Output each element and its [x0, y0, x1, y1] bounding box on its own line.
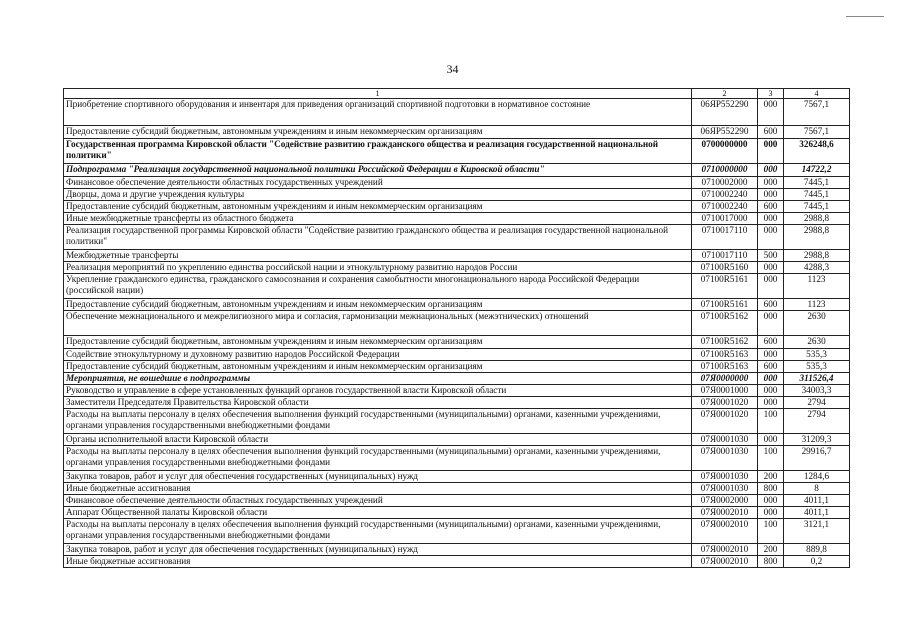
- row-amount: 535,3: [784, 361, 850, 373]
- row-expense-type: 200: [758, 544, 784, 556]
- row-name: Иные бюджетные ассигнования: [64, 556, 692, 568]
- column-header: 3: [758, 89, 784, 99]
- row-amount: 7445,1: [784, 201, 850, 213]
- row-code: 07100R5162: [692, 336, 758, 349]
- row-expense-type: 800: [758, 483, 784, 495]
- row-amount: 2988,8: [784, 250, 850, 262]
- row-amount: 2988,8: [784, 225, 850, 250]
- table-row: [64, 397, 850, 409]
- row-code: 07Я0001030: [692, 446, 758, 471]
- table-row: [64, 201, 850, 213]
- table-row: [64, 446, 850, 471]
- row-code: 07Я0002010: [692, 544, 758, 556]
- table-row: [64, 311, 850, 336]
- table-row: [64, 556, 850, 568]
- table-row: [64, 471, 850, 483]
- row-code: 07Я0001000: [692, 385, 758, 397]
- row-amount: 14722,2: [784, 164, 850, 177]
- column-header: 1: [64, 89, 692, 99]
- row-expense-type: 000: [758, 434, 784, 446]
- row-expense-type: 100: [758, 519, 784, 544]
- scan-artifact-line: [846, 16, 884, 19]
- row-expense-type: 000: [758, 99, 784, 126]
- row-name: Иные межбюджетные трансферты из областного бюджета: [64, 213, 692, 225]
- column-number-row: [64, 89, 850, 99]
- row-code: 07Я0001020: [692, 397, 758, 409]
- table-row: [64, 274, 850, 299]
- row-name: Предоставление субсидий бюджетным, автономным учреждениям и иным некоммерческим организациям: [64, 126, 692, 139]
- row-expense-type: 100: [758, 446, 784, 471]
- row-name: Подпрограмма "Реализация государственной национальной политики Российской Федерации в Кировской области": [64, 164, 692, 177]
- row-name: Укрепление гражданского единства, гражданского самосознания и сохранения самобытности многонационального народа Российской Федерации (российской нации): [64, 274, 692, 299]
- row-name: Финансовое обеспечение деятельности областных государственных учреждений: [64, 495, 692, 507]
- row-expense-type: 000: [758, 311, 784, 336]
- table-row: [64, 225, 850, 250]
- row-name: Расходы на выплаты персоналу в целях обеспечения выполнения функций государственными (муниципальными) органами, казенными учреждениями, органами управления государственными внебюджетными фондами: [64, 446, 692, 471]
- row-code: 07Я0000000: [692, 373, 758, 385]
- row-amount: 29916,7: [784, 446, 850, 471]
- row-amount: 3121,1: [784, 519, 850, 544]
- table-row: [64, 250, 850, 262]
- row-code: 07Я0001030: [692, 434, 758, 446]
- row-code: 0710017110: [692, 225, 758, 250]
- row-expense-type: 000: [758, 373, 784, 385]
- row-expense-type: 200: [758, 471, 784, 483]
- table-row: [64, 409, 850, 434]
- row-name: Расходы на выплаты персоналу в целях обеспечения выполнения функций государственными (муниципальными) органами, казенными учреждениями, органами управления государственными внебюджетными фондами: [64, 519, 692, 544]
- row-amount: 1284,6: [784, 471, 850, 483]
- row-amount: 2988,8: [784, 213, 850, 225]
- row-code: 07Я0002010: [692, 556, 758, 568]
- table-row: [64, 177, 850, 189]
- budget-table: [63, 88, 850, 568]
- row-name: Иные бюджетные ассигнования: [64, 483, 692, 495]
- row-name: Межбюджетные трансферты: [64, 250, 692, 262]
- row-amount: 34003,3: [784, 385, 850, 397]
- row-expense-type: 600: [758, 126, 784, 139]
- row-name: Реализация государственной программы Кировской области "Содействие развитию гражданского общества и реализация государственной национальной политики": [64, 225, 692, 250]
- row-name: Руководство и управление в сфере установленных функций органов государственной власти Кировской области: [64, 385, 692, 397]
- row-amount: 7567,1: [784, 126, 850, 139]
- row-code: 07Я0001020: [692, 409, 758, 434]
- column-header: 2: [692, 89, 758, 99]
- row-name: Финансовое обеспечение деятельности областных государственных учреждений: [64, 177, 692, 189]
- row-expense-type: 600: [758, 299, 784, 311]
- row-name: Аппарат Общественной палаты Кировской области: [64, 507, 692, 519]
- row-code: 07100R5163: [692, 349, 758, 361]
- row-amount: 31209,3: [784, 434, 850, 446]
- row-expense-type: 000: [758, 507, 784, 519]
- table-row: [64, 336, 850, 349]
- row-code: 07Я0002000: [692, 495, 758, 507]
- row-name: Органы исполнительной власти Кировской области: [64, 434, 692, 446]
- row-expense-type: 000: [758, 177, 784, 189]
- row-name: Реализация мероприятий по укреплению единства российской нации и этнокультурному развитию народов России: [64, 262, 692, 274]
- row-expense-type: 000: [758, 274, 784, 299]
- table-row: [64, 99, 850, 126]
- row-name: Содействие этнокультурному и духовному развитию народов Российской Федерации: [64, 349, 692, 361]
- table-row: [64, 189, 850, 201]
- table-row: [64, 213, 850, 225]
- row-expense-type: 000: [758, 397, 784, 409]
- row-expense-type: 100: [758, 409, 784, 434]
- table-row: [64, 164, 850, 177]
- row-expense-type: 000: [758, 213, 784, 225]
- row-amount: 311526,4: [784, 373, 850, 385]
- row-code: 0710002240: [692, 201, 758, 213]
- row-amount: 889,8: [784, 544, 850, 556]
- row-expense-type: 000: [758, 164, 784, 177]
- table-row: [64, 139, 850, 164]
- row-code: 07Я0002010: [692, 519, 758, 544]
- column-header: 4: [784, 89, 850, 99]
- row-code: 07100R5163: [692, 361, 758, 373]
- row-amount: 4288,3: [784, 262, 850, 274]
- row-expense-type: 600: [758, 361, 784, 373]
- row-name: Расходы на выплаты персоналу в целях обеспечения выполнения функций государственными (муниципальными) органами, казенными учреждениями, органами управления государственными внебюджетными фондами: [64, 409, 692, 434]
- row-expense-type: 000: [758, 225, 784, 250]
- row-code: 0710000000: [692, 164, 758, 177]
- table-row: [64, 544, 850, 556]
- row-code: 07100R5162: [692, 311, 758, 336]
- row-amount: 2794: [784, 397, 850, 409]
- row-amount: 4011,1: [784, 507, 850, 519]
- table-row: [64, 361, 850, 373]
- table-row: [64, 126, 850, 139]
- row-name: Предоставление субсидий бюджетным, автономным учреждениям и иным некоммерческим организациям: [64, 336, 692, 349]
- row-amount: 2794: [784, 409, 850, 434]
- row-expense-type: 000: [758, 139, 784, 164]
- row-name: Государственная программа Кировской области "Содействие развитию гражданского общества и реализация государственной национальной политики": [64, 139, 692, 164]
- row-amount: 7567,1: [784, 99, 850, 126]
- table-row: [64, 262, 850, 274]
- row-name: Предоставление субсидий бюджетным, автономным учреждениям и иным некоммерческим организациям: [64, 201, 692, 213]
- row-expense-type: 000: [758, 189, 784, 201]
- table-row: [64, 434, 850, 446]
- row-name: Мероприятия, не вошедшие в подпрограммы: [64, 373, 692, 385]
- row-code: 0710017000: [692, 213, 758, 225]
- row-name: Заместители Председателя Правительства Кировской области: [64, 397, 692, 409]
- row-code: 07100R5161: [692, 274, 758, 299]
- row-amount: 2630: [784, 336, 850, 349]
- table-row: [64, 495, 850, 507]
- table-row: [64, 483, 850, 495]
- row-amount: 7445,1: [784, 177, 850, 189]
- row-code: 06ЯР552290: [692, 126, 758, 139]
- row-code: 0710002000: [692, 177, 758, 189]
- row-expense-type: 000: [758, 262, 784, 274]
- row-code: 0710002240: [692, 189, 758, 201]
- row-code: 0710017110: [692, 250, 758, 262]
- row-code: 07100R5160: [692, 262, 758, 274]
- table-row: [64, 519, 850, 544]
- row-name: Закупка товаров, работ и услуг для обеспечения государственных (муниципальных) нужд: [64, 544, 692, 556]
- row-amount: 2630: [784, 311, 850, 336]
- table-row: [64, 349, 850, 361]
- row-expense-type: 500: [758, 250, 784, 262]
- row-code: 07Я0001030: [692, 483, 758, 495]
- row-name: Предоставление субсидий бюджетным, автономным учреждениям и иным некоммерческим организациям: [64, 299, 692, 311]
- row-amount: 7445,1: [784, 189, 850, 201]
- row-name: Предоставление субсидий бюджетным, автономным учреждениям и иным некоммерческим организациям: [64, 361, 692, 373]
- row-expense-type: 000: [758, 385, 784, 397]
- row-name: Приобретение спортивного оборудования и инвентаря для приведения организаций спортивной подготовки в нормативное состояние: [64, 99, 692, 126]
- row-amount: 8: [784, 483, 850, 495]
- table-row: [64, 385, 850, 397]
- row-code: 06ЯР552290: [692, 99, 758, 126]
- row-expense-type: 000: [758, 349, 784, 361]
- row-expense-type: 000: [758, 495, 784, 507]
- row-expense-type: 600: [758, 201, 784, 213]
- row-code: 07100R5161: [692, 299, 758, 311]
- row-amount: 535,3: [784, 349, 850, 361]
- row-code: 07Я0001030: [692, 471, 758, 483]
- row-amount: 326248,6: [784, 139, 850, 164]
- row-amount: 1123: [784, 299, 850, 311]
- row-code: 07Я0002010: [692, 507, 758, 519]
- row-name: Обеспечение межнационального и межрелигиозного мира и согласия, гармонизации межнациональных (межэтнических) отношений: [64, 311, 692, 336]
- row-expense-type: 800: [758, 556, 784, 568]
- table-row: [64, 373, 850, 385]
- page-number: 34: [446, 62, 459, 76]
- row-amount: 0,2: [784, 556, 850, 568]
- row-name: Закупка товаров, работ и услуг для обеспечения государственных (муниципальных) нужд: [64, 471, 692, 483]
- row-amount: 4011,1: [784, 495, 850, 507]
- row-amount: 1123: [784, 274, 850, 299]
- table-row: [64, 299, 850, 311]
- table-row: [64, 507, 850, 519]
- row-code: 0700000000: [692, 139, 758, 164]
- row-name: Дворцы, дома и другие учреждения культуры: [64, 189, 692, 201]
- row-expense-type: 600: [758, 336, 784, 349]
